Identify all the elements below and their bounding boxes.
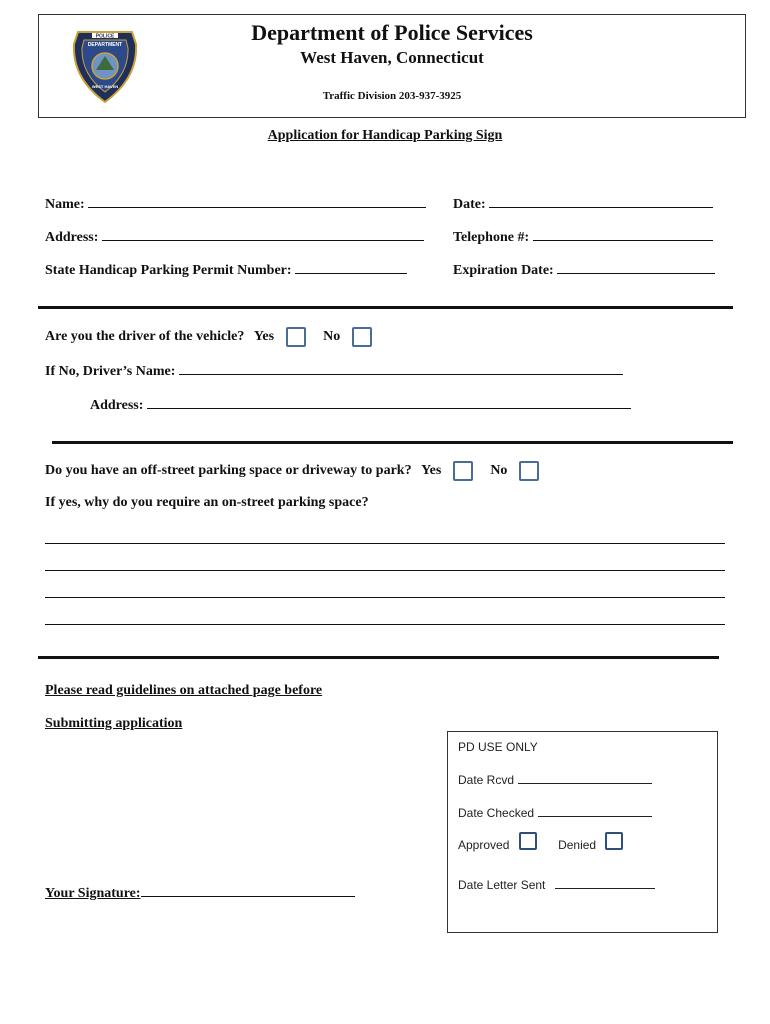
date-rcvd-line[interactable] bbox=[518, 773, 652, 784]
svg-text:DEPARTMENT: DEPARTMENT bbox=[87, 42, 123, 48]
date-letter-sent-label: Date Letter Sent bbox=[458, 878, 546, 892]
name-label: Name: bbox=[45, 197, 85, 212]
driver-yes-checkbox[interactable] bbox=[286, 327, 306, 347]
expiration-date-label: Expiration Date: bbox=[453, 263, 554, 278]
form-title: Application for Handicap Parking Sign bbox=[267, 128, 503, 143]
driver-address-input-line[interactable] bbox=[147, 396, 631, 409]
driver-name-input-line[interactable] bbox=[179, 362, 623, 375]
driver-no-checkbox[interactable] bbox=[352, 327, 372, 347]
signature-input-line[interactable] bbox=[141, 884, 355, 897]
traffic-division-phone: Traffic Division 203-937-3925 bbox=[322, 90, 462, 102]
department-title: Department of Police Services bbox=[251, 20, 533, 45]
svg-text:POLICE: POLICE bbox=[95, 33, 115, 40]
telephone-input-line[interactable] bbox=[533, 228, 713, 241]
parking-question-row bbox=[45, 461, 539, 481]
guidelines-line-2: Submitting application bbox=[45, 716, 183, 731]
denied-checkbox[interactable] bbox=[605, 832, 623, 850]
expiration-date-input-line[interactable] bbox=[557, 261, 715, 274]
driver-no-label: No bbox=[323, 329, 341, 345]
driver-question: Are you the driver of the vehicle? bbox=[45, 329, 245, 345]
parking-no-label: No bbox=[490, 463, 508, 479]
expiration-date-field[interactable] bbox=[453, 261, 715, 279]
driver-yes-label: Yes bbox=[253, 329, 275, 345]
answer-line[interactable] bbox=[45, 543, 725, 544]
date-field[interactable] bbox=[453, 195, 713, 213]
approval-row bbox=[458, 838, 623, 852]
parking-yes-label: Yes bbox=[421, 463, 442, 479]
parking-no-checkbox[interactable] bbox=[519, 461, 539, 481]
denied-label: Denied bbox=[558, 838, 597, 852]
date-checked-label: Date Checked bbox=[458, 806, 535, 820]
date-rcvd-label: Date Rcvd bbox=[458, 773, 515, 787]
svg-text:WEST HAVEN: WEST HAVEN bbox=[91, 84, 119, 89]
telephone-label: Telephone #: bbox=[453, 230, 530, 245]
section-divider bbox=[38, 656, 719, 659]
answer-line[interactable] bbox=[45, 570, 725, 571]
address-input-line[interactable] bbox=[102, 228, 424, 241]
permit-number-label: State Handicap Parking Permit Number: bbox=[45, 263, 292, 278]
driver-question-row bbox=[45, 327, 372, 347]
approved-label: Approved bbox=[458, 838, 510, 852]
answer-line[interactable] bbox=[45, 597, 725, 598]
date-checked-line[interactable] bbox=[538, 806, 652, 817]
guidelines-line-1: Please read guidelines on attached page before bbox=[45, 683, 323, 698]
driver-address-label: Address: bbox=[90, 398, 144, 413]
parking-why-label: If yes, why do you require an on-street parking space? bbox=[45, 495, 369, 510]
date-label: Date: bbox=[453, 197, 486, 212]
name-input-line[interactable] bbox=[88, 195, 426, 208]
section-divider bbox=[38, 306, 733, 309]
address-field[interactable] bbox=[45, 228, 424, 246]
signature-label: Your Signature: bbox=[45, 886, 141, 901]
date-letter-sent-field[interactable] bbox=[458, 878, 655, 892]
pd-use-only-box bbox=[447, 731, 718, 933]
date-checked-field[interactable] bbox=[458, 806, 652, 820]
date-input-line[interactable] bbox=[489, 195, 713, 208]
parking-question: Do you have an off-street parking space or driveway to park? bbox=[45, 463, 412, 479]
signature-field[interactable] bbox=[45, 884, 355, 902]
date-letter-sent-line[interactable] bbox=[555, 878, 655, 889]
pd-use-only-title: PD USE ONLY bbox=[458, 740, 538, 754]
driver-name-field[interactable] bbox=[45, 362, 623, 380]
driver-name-label: If No, Driver’s Name: bbox=[45, 364, 176, 379]
date-rcvd-field[interactable] bbox=[458, 773, 652, 787]
approved-checkbox[interactable] bbox=[519, 832, 537, 850]
permit-number-field[interactable] bbox=[45, 261, 407, 279]
answer-line[interactable] bbox=[45, 624, 725, 625]
parking-yes-checkbox[interactable] bbox=[453, 461, 473, 481]
department-city: West Haven, Connecticut bbox=[300, 48, 484, 67]
section-divider bbox=[52, 441, 733, 444]
name-field[interactable] bbox=[45, 195, 426, 213]
address-label: Address: bbox=[45, 230, 99, 245]
telephone-field[interactable] bbox=[453, 228, 713, 246]
permit-number-input-line[interactable] bbox=[295, 261, 407, 274]
driver-address-field[interactable] bbox=[90, 396, 631, 414]
